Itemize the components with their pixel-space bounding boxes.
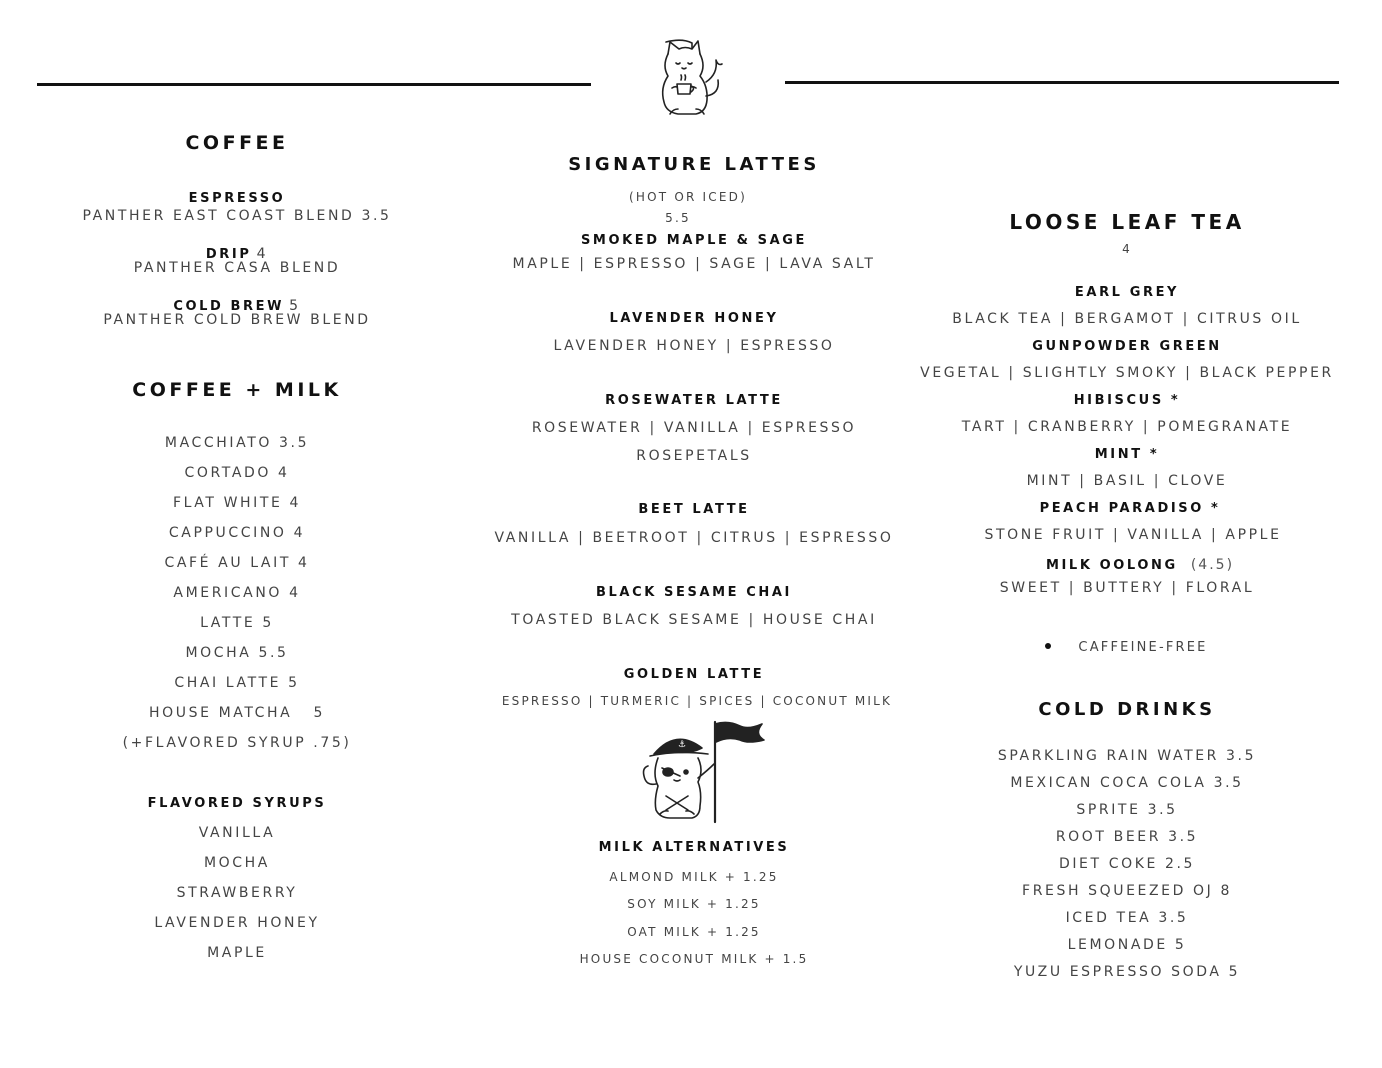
coffee-milk-item: CORTADO 4	[184, 465, 290, 481]
milk-alt-item: SOY MILK + 1.25	[627, 897, 761, 911]
latte-desc: VANILLA | BEETROOT | CITRUS | ESPRESSO	[494, 530, 894, 546]
latte-desc: ESPRESSO | TURMERIC | SPICES | COCONUT MILK	[501, 694, 893, 708]
syrup-item: MOCHA	[204, 855, 270, 871]
cold-drink-item: ICED TEA 3.5	[1065, 910, 1189, 926]
coffee-title: COFFEE	[185, 132, 289, 154]
syrup-item: STRAWBERRY	[176, 885, 298, 901]
coffee-milk-item: HOUSE MATCHA 5	[148, 705, 326, 721]
lattes-note: (HOT OR ICED)	[629, 190, 747, 204]
cold-brew-name: COLD BREW	[173, 299, 285, 314]
milk-alt-item: HOUSE COCONUT MILK + 1.5	[579, 952, 809, 966]
drip-price: 4	[256, 246, 269, 262]
bullet-icon	[1045, 643, 1051, 649]
coffee-milk-item: CAPPUCCINO 4	[168, 525, 306, 541]
espresso-name: ESPRESSO	[188, 191, 286, 206]
syrup-item: LAVENDER HONEY	[154, 915, 320, 931]
latte-name: GOLDEN LATTE	[623, 667, 765, 682]
tea-title: LOOSE LEAF TEA	[1009, 210, 1245, 234]
latte-name: LAVENDER HONEY	[609, 311, 779, 326]
cold-drink-item: SPARKLING RAIN WATER 3.5	[997, 748, 1257, 764]
tea-desc: TART | CRANBERRY | POMEGRANATE	[961, 419, 1293, 435]
latte-desc: ROSEWATER | VANILLA | ESPRESSO	[531, 420, 857, 436]
tea-price-oolong: (4.5)	[1190, 557, 1235, 573]
tea-name: EARL GREY	[1074, 285, 1180, 300]
cold-drink-item: SPRITE 3.5	[1076, 802, 1178, 818]
cold-drink-item: FRESH SQUEEZED OJ 8	[1022, 883, 1232, 899]
tea-name: MINT *	[1094, 447, 1160, 462]
svg-text:⚓: ⚓	[678, 740, 687, 750]
coffee-milk-item: LATTE 5	[200, 615, 274, 631]
header-rule-left	[37, 83, 591, 86]
latte-desc: TOASTED BLACK SESAME | HOUSE CHAI	[511, 612, 877, 628]
cold-brew-desc: PANTHER COLD BREW BLEND	[103, 312, 371, 328]
latte-desc: MAPLE | ESPRESSO | SAGE | LAVA SALT	[512, 256, 876, 272]
milk-alt-title: MILK ALTERNATIVES	[598, 840, 790, 855]
tea-desc: MINT | BASIL | CLOVE	[1026, 473, 1228, 489]
latte-name: SMOKED MAPLE & SAGE	[580, 233, 808, 248]
latte-name: ROSEWATER LATTE	[605, 393, 783, 408]
lattes-price: 5.5	[665, 211, 691, 225]
milk-alt-item: OAT MILK + 1.25	[627, 925, 761, 939]
tea-desc: STONE FRUIT | VANILLA | APPLE	[984, 527, 1282, 543]
cold-brew-price: 5	[289, 298, 301, 314]
tea-desc: BLACK TEA | BERGAMOT | CITRUS OIL	[952, 311, 1302, 327]
coffee-milk-title: COFFEE + MILK	[132, 379, 342, 401]
coffee-milk-item: MACCHIATO 3.5	[164, 435, 310, 451]
coffee-milk-item: CHAI LATTE 5	[174, 675, 300, 691]
latte-desc-2: ROSEPETALS	[636, 448, 752, 464]
tea-name: HIBISCUS *	[1073, 393, 1181, 408]
cold-drink-item: MEXICAN COCA COLA 3.5	[1010, 775, 1244, 791]
coffee-milk-item: CAFÉ AU LAIT 4	[164, 555, 310, 571]
cold-drink-item: YUZU ESPRESSO SODA 5	[1013, 964, 1241, 980]
coffee-milk-item: AMERICANO 4	[173, 585, 301, 601]
pirate-cat-flag-icon	[636, 718, 776, 826]
flavored-syrup-note: (+FLAVORED SYRUP .75)	[122, 735, 352, 751]
latte-name: BEET LATTE	[638, 502, 750, 517]
drip-name: DRIP	[205, 247, 252, 262]
coffee-milk-item: MOCHA 5.5	[185, 645, 289, 661]
cold-drink-item: LEMONADE 5	[1067, 937, 1187, 953]
syrup-item: VANILLA	[198, 825, 276, 841]
cold-drinks-title: COLD DRINKS	[1038, 699, 1216, 720]
caffeine-free-note: CAFFEINE-FREE	[1078, 640, 1208, 655]
latte-desc: LAVENDER HONEY | ESPRESSO	[553, 338, 835, 354]
drip-desc: PANTHER CASA BLEND	[133, 260, 341, 276]
tea-price: 4	[1122, 242, 1132, 256]
cat-coffee-logo-icon	[652, 36, 724, 118]
tea-name: PEACH PARADISO *	[1039, 501, 1221, 516]
cold-drink-item: DIET COKE 2.5	[1058, 856, 1196, 872]
tea-name: GUNPOWDER GREEN	[1032, 339, 1222, 354]
milk-oolong-line	[1046, 554, 1234, 573]
lattes-title: SIGNATURE LATTES	[568, 154, 820, 175]
latte-name: BLACK SESAME CHAI	[596, 585, 792, 600]
tea-desc: SWEET | BUTTERY | FLORAL	[999, 580, 1255, 596]
milk-alt-item: ALMOND MILK + 1.25	[609, 870, 779, 884]
espresso-desc: PANTHER EAST COAST BLEND 3.5	[82, 208, 392, 224]
cold-drink-item: ROOT BEER 3.5	[1055, 829, 1199, 845]
tea-name: MILK OOLONG	[1045, 558, 1178, 573]
syrups-title: FLAVORED SYRUPS	[147, 796, 327, 811]
syrup-item: MAPLE	[207, 945, 267, 961]
coffee-milk-item: FLAT WHITE 4	[172, 495, 302, 511]
header-rule-right	[785, 81, 1339, 84]
tea-desc: VEGETAL | SLIGHTLY SMOKY | BLACK PEPPER	[920, 365, 1334, 381]
